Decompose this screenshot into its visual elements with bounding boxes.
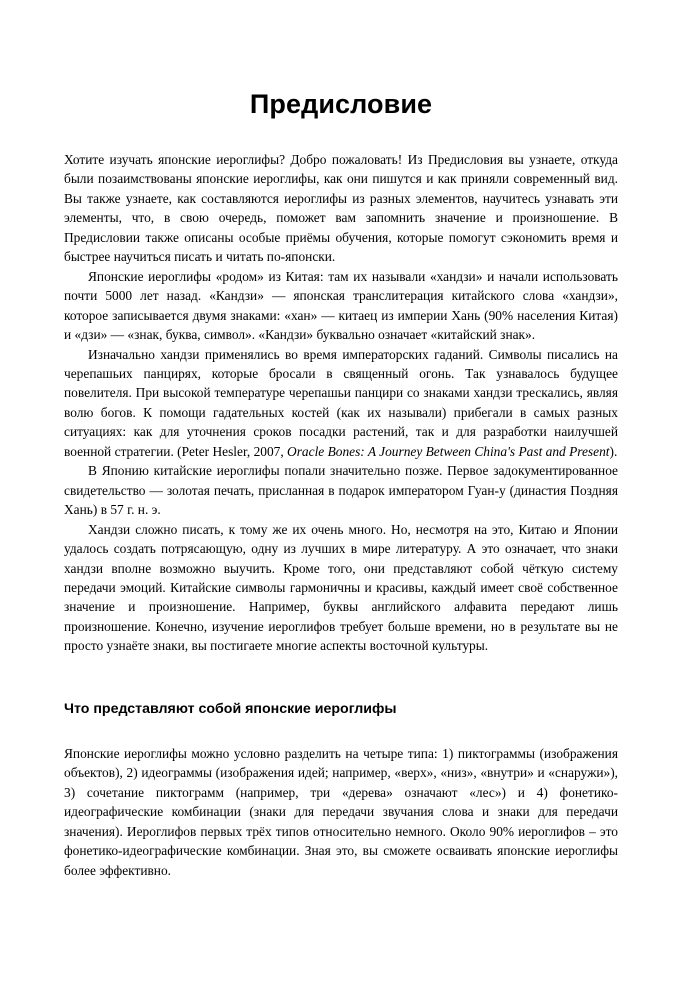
paragraph-origin-china: Японские иероглифы «родом» из Китая: там их называли «хандзи» и начали использовать почти 5000 лет назад. «Кандзи» — японская транслитерация китайского слова «хандзи», которое записывается двумя знаками: «хан» — китаец из империи Хань (90% населения Китая) и «дзи» — «знак, буква, символ». «Кандзи» буквально означает «китайский знак». (64, 268, 618, 343)
text-column (64, 0, 618, 880)
paragraph-arrival-japan: В Японию китайские иероглифы попали значительно позже. Первое задокументированное свидетельство — золотая печать, присланная в подарок императором Гуан-у (династия Поздняя Хань) в 57 г. н. э. (64, 463, 618, 518)
paragraph-kanji-types: Японские иероглифы можно условно разделить на четыре типа: 1) пиктограммы (изображения объектов), 2) идеограммы (изображения идей; например, «верх», «низ», «внутри» и «снаружи»), 3) сочетание пиктограмм (например, три «дерева» означают «лес») и 4) фонетико-идеографические комбинации (знаки для передачи звучания слова и знаки для передачи значения). Иероглифов первых трёх типов относительно немного. Около 90% иероглифов – это фонетико-идеографические комбинации. Зная это, вы сможете осваивать японские иероглифы более эффективно. (64, 745, 618, 878)
section-heading-what-are-kanji: Что представляют собой японские иероглифы (64, 700, 397, 717)
book-title-citation: Oracle Bones: A Journey Between China's Past and Present (287, 443, 610, 459)
paragraph-learning-value: Хандзи сложно писать, к тому же их очень много. Но, несмотря на это, Китаю и Японии удалось создать потрясающую, одну из лучших в мире литературу. А это означает, что знаки хандзи вполне возможно выучить. Кроме того, они представляют собой чёткую систему передачи эмоций. Китайские символы гармоничны и красивы, каждый имеет своё собственное значение и произношение. Например, буквы английского алфавита передают лишь произношение. Конечно, изучение иероглифов требует больше времени, но в результате вы не просто узнаёте знаки, вы постигаете многие аспекты восточной культуры. (64, 521, 618, 654)
paragraph-oracle-bones (64, 345, 618, 462)
paragraph-oracle-bones-text: Изначально хандзи применялись во время императорских гаданий. Символы писались на черепашьих панцирях, которые бросали в священный огонь. Так узнавалось будущее повелителя. При высокой температуре черепашьи панцири со знаками хандзи трескались, являя волю богов. К помощи гадательных костей (как их называли) прибегали в самых разных ситуациях: как для уточнения сроков посадки растений, так и для разработки наилучшей военной стратегии. (Peter Hesler, 2007, (64, 346, 618, 459)
paragraph-intro: Хотите изучать японские иероглифы? Добро пожаловать! Из Предисловия вы узнаете, откуда были позаимствованы японские иероглифы, как они пишутся и как приняли современный вид. Вы также узнаете, как составляются иероглифы из разных элементов, научитесь узнавать эти элементы, что, в свою очередь, поможет вам запомнить значение и произношение. В Предисловии также описаны особые приёмы обучения, которые помогут сэкономить время и быстрее научиться писать и читать по-японски. (64, 152, 618, 265)
paragraph-oracle-bones-tail: ). (609, 443, 618, 459)
page-title: Предисловие (249, 89, 433, 119)
